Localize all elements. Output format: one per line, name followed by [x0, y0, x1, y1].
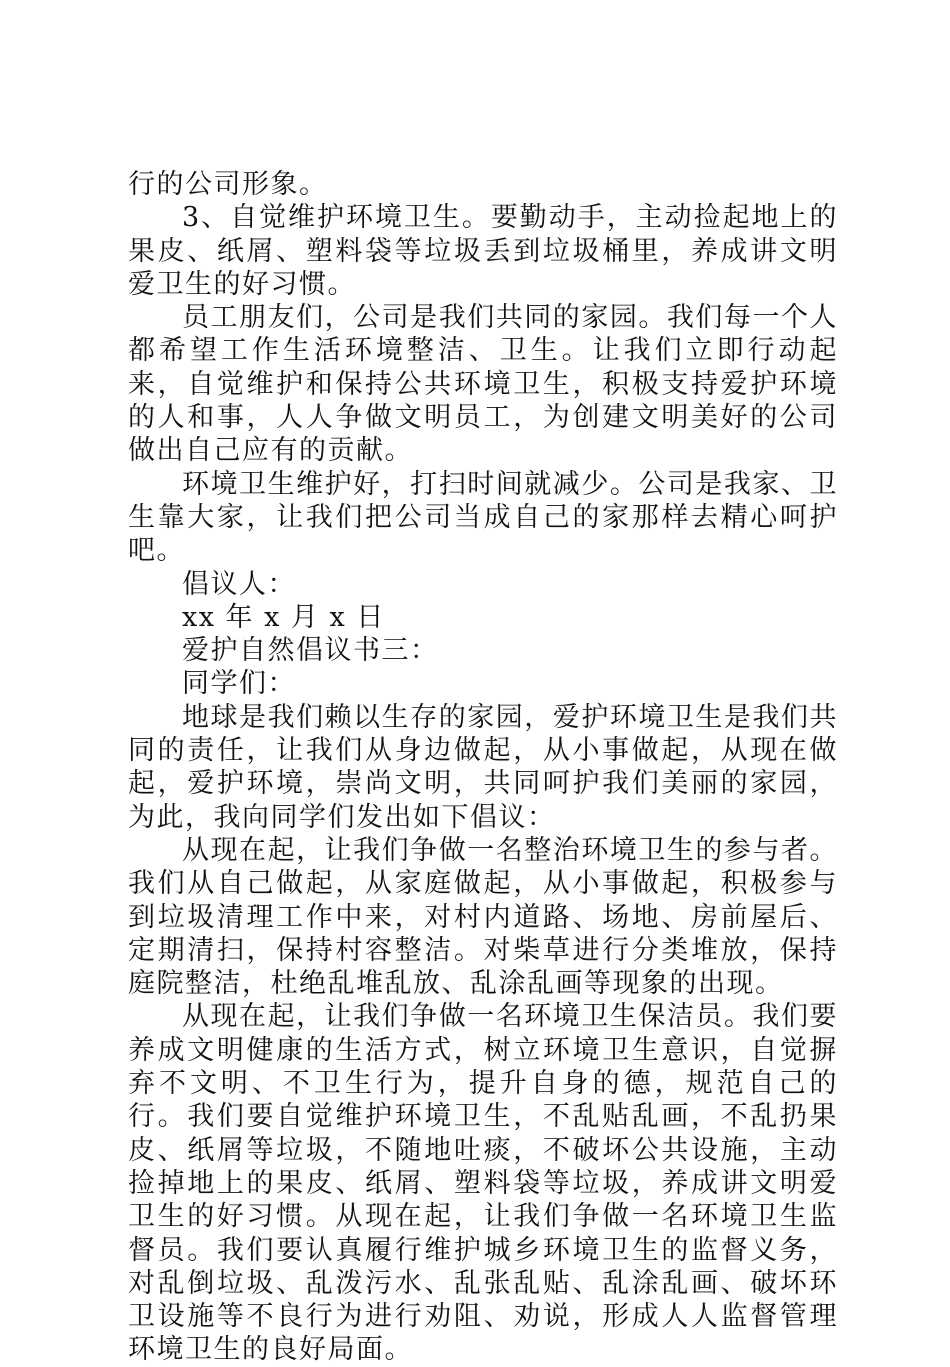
salutation: 同学们： [182, 668, 296, 700]
paragraph-continuation: 行的公司形象。 [128, 169, 328, 200]
document-body [128, 168, 838, 1367]
paragraph-closing: 环境卫生维护好，打扫时间就减少。公司是我家、卫生靠大家，让我们把公司当成自己的家那样去精心呵护吧。 [128, 468, 838, 567]
paragraph-participant: 从现在起，让我们争做一名整治环境卫生的参与者。我们从自己做起，从家庭做起，从小事做起，积极参与到垃圾清理工作中来，对村内道路、场地、房前屋后、定期清扫，保持村容整洁。对柴草进行分类堆放，保持庭院整洁，杜绝乱堆乱放、乱涂乱画等现象的出现。 [128, 834, 838, 1000]
section-title: 爱护自然倡议书三： [182, 635, 439, 667]
paragraph-cleaner-supervisor: 从现在起，让我们争做一名环境卫生保洁员。我们要养成文明健康的生活方式，树立环境卫生意识，自觉摒弃不文明、不卫生行为，提升自身的德，规范自己的行。我们要自觉维护环境卫生，不乱贴乱画，不乱扔果皮、纸屑等垃圾，不随地吐痰，不破坏公共设施，主动捡掉地上的果皮、纸屑、塑料袋等垃圾，养成讲文明爱卫生的好习惯。从现在起，让我们争做一名环境卫生监督员。我们要认真履行维护城乡环境卫生的监督义务，对乱倒垃圾、乱泼污水、乱张乱贴、乱涂乱画、破坏环卫设施等不良行为进行劝阻、劝说，形成人人监督管理环境卫生的良好局面。 [128, 1001, 838, 1366]
paragraph-item-3: 3、自觉维护环境卫生。要勤动手，主动捡起地上的果皮、纸屑、塑料袋等垃圾丢到垃圾桶里，养成讲文明爱卫生的好习惯。 [128, 202, 838, 300]
paragraph-appeal: 员工朋友们，公司是我们共同的家园。我们每一个人都希望工作生活环境整洁、卫生。让我们立即行动起来，自觉维护和保持公共环境卫生，积极支持爱护环境的人和事，人人争做文明员工，为创建文明美好的公司做出自己应有的贡献。 [128, 302, 838, 467]
paragraph-intro: 地球是我们赖以生存的家园，爱护环境卫生是我们共同的责任，让我们从身边做起，从小事做起，从现在做起，爱护环境，崇尚文明，共同呵护我们美丽的家园，为此，我向同学们发出如下倡议： [128, 701, 838, 833]
initiator-label: 倡议人： [182, 568, 296, 600]
date-line: xx 年 x 月 x 日 [182, 601, 385, 633]
